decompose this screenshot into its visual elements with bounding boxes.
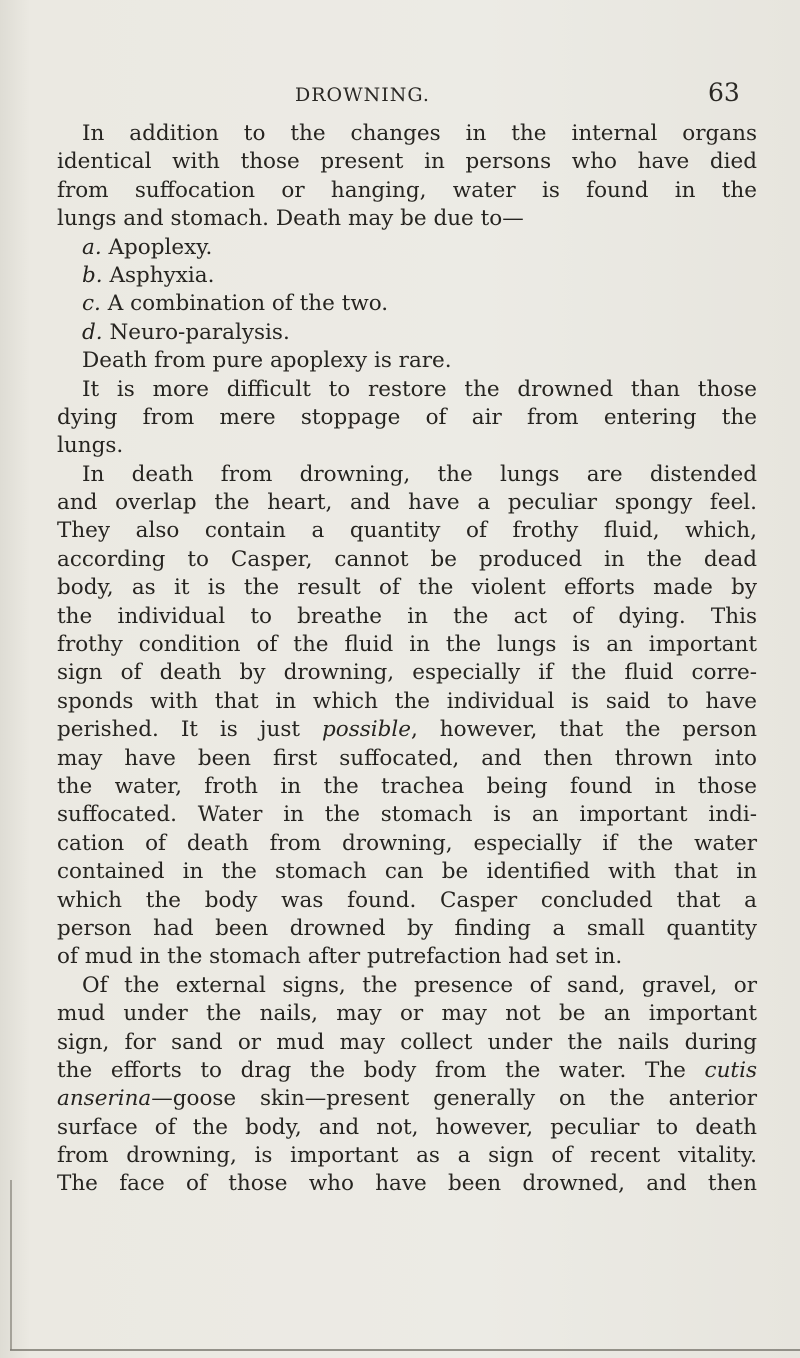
text-run: the efforts to drag the body from the water. The xyxy=(57,1057,686,1083)
text-line xyxy=(57,1057,757,1085)
text-run: , however, that the person xyxy=(411,717,758,743)
page-edge-shadow xyxy=(10,1180,12,1350)
text-line: dying from mere stoppage of air from entering the xyxy=(57,404,757,430)
list-text: Apoplexy. xyxy=(108,234,213,260)
text-line: of mud in the stomach after putrefaction had set in. xyxy=(57,944,623,970)
text-line: lungs. xyxy=(57,433,124,459)
list-letter: b. xyxy=(82,262,103,288)
text-line: from suffocation or hanging, water is found in the xyxy=(57,177,757,203)
text-line: may have been first suffocated, and then thrown into xyxy=(57,745,757,771)
italic-text: anserina xyxy=(57,1086,152,1112)
text-line: frothy condition of the fluid in the lungs is an important xyxy=(57,632,757,658)
text-line: which the body was found. Casper concluded that a xyxy=(57,887,757,913)
running-head: DROWNING. xyxy=(295,84,430,106)
text-line: Of the external signs, the presence of sand, gravel, or xyxy=(82,972,757,998)
page-bottom-edge xyxy=(10,1349,800,1351)
list-text: A combination of the two. xyxy=(107,291,389,317)
page-number: 63 xyxy=(708,78,740,107)
page-header xyxy=(0,78,800,118)
list-letter: a. xyxy=(82,234,102,260)
list-item xyxy=(57,234,757,262)
text-line: sponds with that in which the individual is said to have xyxy=(57,688,757,714)
text-line: They also contain a quantity of frothy fluid, which, xyxy=(57,518,757,544)
body-text xyxy=(57,120,757,1199)
text-line: Death from pure apoplexy is rare. xyxy=(82,348,452,374)
text-run: —goose skin—present generally on the anterior xyxy=(151,1086,757,1112)
text-line: contained in the stomach can be identified with that in xyxy=(57,859,757,885)
text-line: surface of the body, and not, however, peculiar to death xyxy=(57,1114,757,1140)
italic-text: cutis xyxy=(704,1057,757,1083)
list-item xyxy=(57,319,757,347)
text-line: from drowning, is important as a sign of recent vitality. xyxy=(57,1143,757,1169)
text-line: according to Casper, cannot be produced in the dead xyxy=(57,546,757,572)
text-run: perished. It is just xyxy=(57,717,300,743)
text-line: identical with those present in persons who have died xyxy=(57,149,757,175)
text-line: and overlap the heart, and have a peculiar spongy feel. xyxy=(57,490,757,516)
text-line: person had been drowned by finding a small quantity xyxy=(57,915,757,941)
list-text: Asphyxia. xyxy=(109,262,215,288)
text-line: suffocated. Water in the stomach is an important indi- xyxy=(57,802,757,828)
text-line: body, as it is the result of the violent efforts made by xyxy=(57,575,757,601)
text-line: It is more difficult to restore the drowned than those xyxy=(82,376,757,402)
text-line: The face of those who have been drowned, and then xyxy=(57,1171,757,1197)
text-line: mud under the nails, may or may not be an important xyxy=(57,1001,757,1027)
text-line: sign, for sand or mud may collect under the nails during xyxy=(57,1029,757,1055)
text-line: In death from drowning, the lungs are distended xyxy=(82,461,757,487)
text-line xyxy=(57,716,757,744)
text-line: In addition to the changes in the internal organs xyxy=(82,121,757,146)
list-letter: c. xyxy=(82,291,101,317)
list-item xyxy=(57,290,757,318)
list-item xyxy=(57,262,757,290)
text-line: sign of death by drowning, especially if the fluid corre- xyxy=(57,660,757,686)
text-line: cation of death from drowning, especially if the water xyxy=(57,830,757,856)
text-line: the individual to breathe in the act of dying. This xyxy=(57,603,757,629)
list-letter: d. xyxy=(82,319,103,345)
list-text: Neuro-paralysis. xyxy=(109,319,290,345)
text-line: the water, froth in the trachea being found in those xyxy=(57,773,757,799)
text-line: lungs and stomach. Death may be due to— xyxy=(57,206,524,232)
text-line xyxy=(57,1085,757,1113)
italic-text: possible xyxy=(321,717,411,743)
